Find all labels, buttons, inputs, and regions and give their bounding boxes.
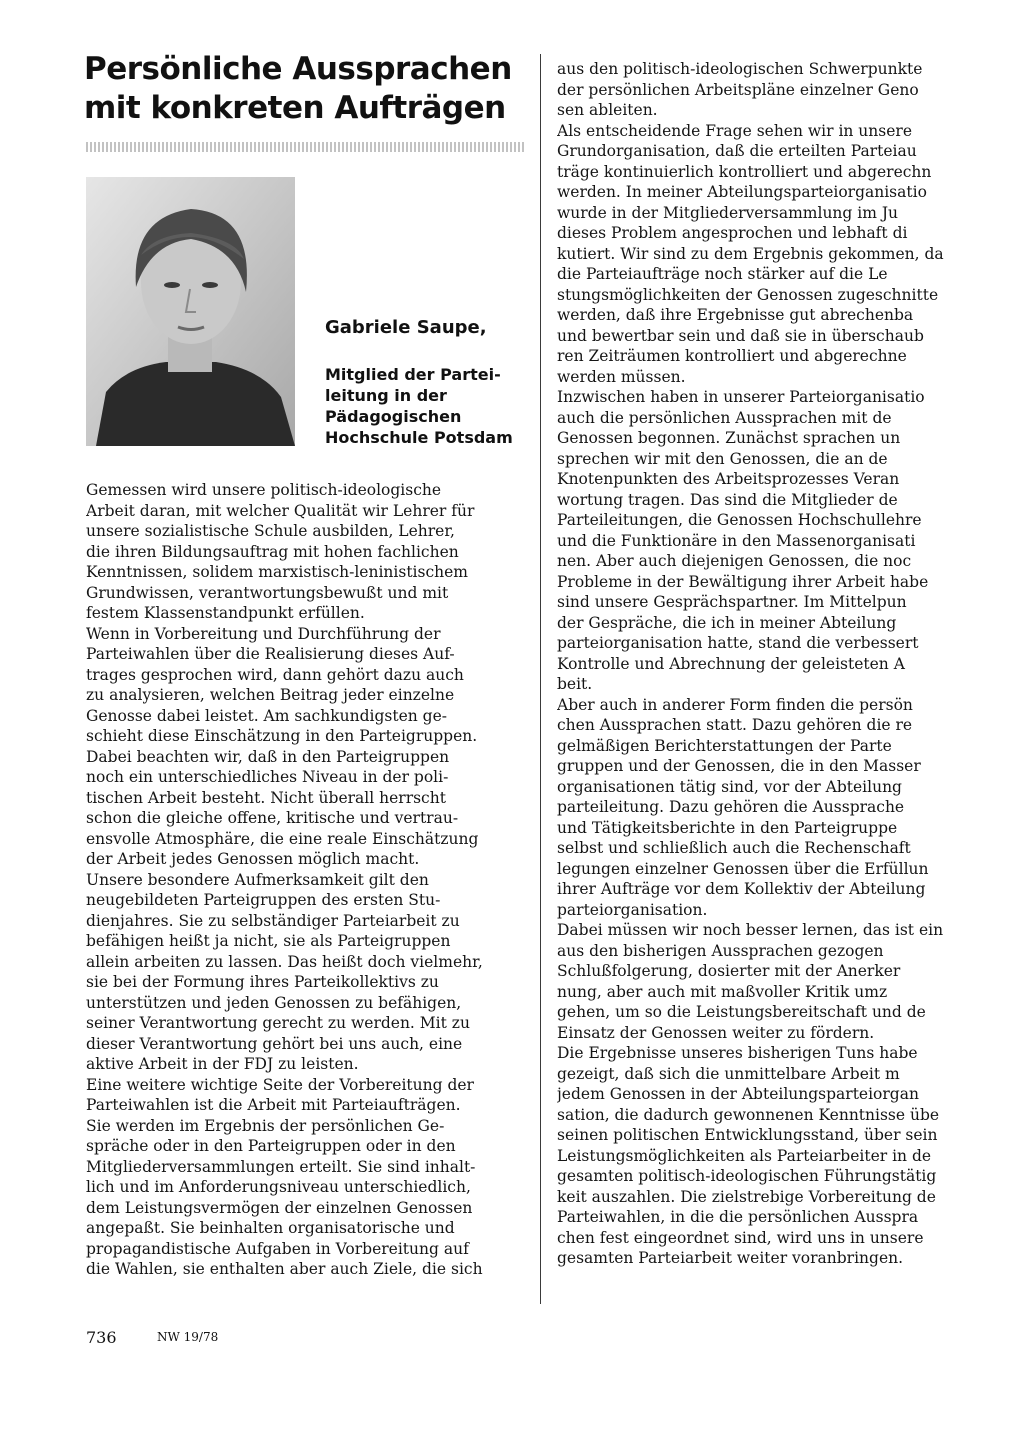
text-line: spräche oder in den Parteigruppen oder in den: [86, 1137, 456, 1155]
text-line: unterstützen und jeden Genossen zu befähigen,: [86, 993, 462, 1012]
page-number: 736: [86, 1328, 117, 1347]
text-line: seinen politischen Entwicklungsstand, über sein: [557, 1126, 938, 1144]
text-line: Grundwissen, verantwortungsbewußt und mit: [86, 583, 449, 602]
text-line: gelmäßigen Berichterstattungen der Parte: [557, 736, 892, 755]
text-line: sind unsere Gesprächspartner. Im Mittelpun: [557, 593, 907, 611]
role-line: Mitglied der Partei-: [325, 365, 501, 384]
text-line: Parteileitungen, die Genossen Hochschullehre: [557, 511, 922, 529]
text-line: Parteiwahlen über die Realisierung dieses Auf-: [86, 645, 455, 663]
text-line: parteiorganisation hatte, stand die verbessert: [557, 634, 919, 652]
text-line: allein arbeiten zu lassen. Das heißt doch vielmehr,: [86, 952, 483, 971]
text-line: Aber auch in anderer Form finden die persön: [557, 695, 913, 714]
text-line: gesamten Parteiarbeit weiter voranbringen.: [557, 1249, 904, 1267]
text-line: sation, die dadurch gewonnenen Kenntnisse übe: [557, 1105, 940, 1124]
text-line: träge kontinuierlich kontrolliert und abgerechn: [557, 162, 932, 181]
text-line: Wenn in Vorbereitung und Durchführung der: [86, 624, 441, 643]
text-line: Schlußfolgerung, dosierter mit der Anerker: [557, 962, 901, 980]
text-line: tischen Arbeit besteht. Nicht überall herrscht: [86, 788, 446, 807]
text-line: sie bei der Formung ihres Parteikollektivs zu: [86, 973, 439, 991]
text-line: Einsatz der Genossen weiter zu fördern.: [557, 1023, 875, 1042]
text-line: jedem Genossen in der Abteilungsparteiorgan: [557, 1085, 919, 1103]
text-line: Leistungsmöglichkeiten als Parteiarbeiter in de: [557, 1146, 932, 1165]
text-line: ensvolle Atmosphäre, die eine reale Einschätzung: [86, 829, 479, 848]
text-line: Sie werden im Ergebnis der persönlichen Ge-: [86, 1116, 445, 1135]
text-line: angepaßt. Sie beinhalten organisatorische und: [86, 1219, 455, 1237]
text-line: gehen, um so die Leistungsbereitschaft und de: [557, 1003, 926, 1021]
text-line: Unsere besondere Aufmerksamkeit gilt den: [86, 870, 429, 889]
text-line: seiner Verantwortung gerecht zu werden. Mit zu: [86, 1014, 470, 1032]
text-line: unsere sozialistische Schule ausbilden, Lehrer,: [86, 522, 455, 540]
text-line: Arbeit daran, mit welcher Qualität wir Lehrer für: [86, 501, 475, 520]
text-line: parteiorganisation.: [557, 900, 708, 919]
text-line: werden müssen.: [557, 367, 686, 386]
text-line: Genossen begonnen. Zunächst sprachen un: [557, 429, 901, 447]
text-line: Parteiwahlen ist die Arbeit mit Parteiaufträgen.: [86, 1096, 461, 1114]
text-line: Inzwischen haben in unserer Parteiorganisatio: [557, 388, 925, 406]
portrait-photo: [86, 177, 295, 446]
text-line: trages gesprochen wird, dann gehört dazu auch: [86, 665, 464, 684]
role-line: Pädagogischen: [325, 407, 462, 426]
text-line: selbst und schließlich auch die Rechenschaft: [557, 839, 911, 857]
text-line: propagandistische Aufgaben in Vorbereitung auf: [86, 1239, 469, 1258]
text-line: organisationen tätig sind, vor der Abteilung: [557, 777, 902, 796]
text-line: die Wahlen, sie enthalten aber auch Ziele, die sich: [86, 1260, 483, 1278]
text-line: wortung tragen. Das sind die Mitglieder de: [557, 490, 898, 509]
text-line: kutiert. Wir sind zu dem Ergebnis gekommen, da: [557, 244, 944, 263]
text-line: lich und im Anforderungsniveau unterschiedlich,: [86, 1178, 471, 1196]
text-line: der Gespräche, die ich in meiner Abteilung: [557, 613, 897, 632]
text-line: dieses Problem angesprochen und lebhaft di: [557, 224, 908, 242]
text-line: und bewertbar sein und daß sie in überschaub: [557, 326, 924, 345]
issue-label: NW 19/78: [157, 1330, 219, 1344]
text-line: und Tätigkeitsberichte in den Parteigruppe: [557, 818, 898, 837]
text-line: auch die persönlichen Aussprachen mit de: [557, 408, 892, 427]
text-line: und die Funktionäre in den Massenorganisati: [557, 531, 916, 550]
author-role: [325, 364, 535, 448]
text-line: aus den bisherigen Aussprachen gezogen: [557, 941, 884, 960]
text-line: Genosse dabei leistet. Am sachkundigsten ge-: [86, 706, 447, 725]
text-line: beit.: [557, 675, 593, 693]
text-line: wurde in der Mitgliederversammlung im Ju: [557, 203, 899, 222]
text-line: gezeigt, daß sich die unmittelbare Arbeit m: [557, 1064, 900, 1083]
text-line: Die Ergebnisse unseres bisherigen Tuns habe: [557, 1044, 918, 1062]
text-line: schon die gleiche offene, kritische und vertrau-: [86, 809, 459, 827]
text-line: Eine weitere wichtige Seite der Vorbereitung der: [86, 1075, 474, 1094]
role-line: Hochschule Potsdam: [325, 428, 513, 447]
text-line: die Parteiaufträge noch stärker auf die Le: [557, 265, 888, 283]
text-line: Knotenpunkten des Arbeitsprozesses Veran: [557, 470, 900, 488]
text-line: Gemessen wird unsere politisch-ideologische: [86, 481, 442, 499]
text-line: befähigen heißt ja nicht, sie als Parteigruppen: [86, 932, 451, 950]
text-line: stungsmöglichkeiten der Genossen zugeschnitte: [557, 285, 939, 304]
title-line: Persönliche Aussprachen: [84, 51, 512, 87]
text-line: Mitgliederversammlungen erteilt. Sie sind inhalt-: [86, 1157, 476, 1176]
text-line: der persönlichen Arbeitspläne einzelner Geno: [557, 80, 919, 99]
role-line: leitung in der: [325, 386, 447, 405]
text-line: zu analysieren, welchen Beitrag jeder einzelne: [86, 686, 455, 704]
text-line: dem Leistungsvermögen der einzelnen Genossen: [86, 1198, 473, 1217]
text-line: festem Klassenstandpunkt erfüllen.: [86, 604, 365, 622]
text-line: Dabei müssen wir noch besser lernen, das ist ein: [557, 921, 944, 939]
text-line: neugebildeten Parteigruppen des ersten Stu-: [86, 891, 441, 909]
text-line: die ihren Bildungsauftrag mit hohen fachlichen: [86, 542, 459, 561]
text-line: Parteiwahlen, in die die persönlichen Ausspra: [557, 1208, 919, 1226]
text-line: Kenntnissen, solidem marxistisch-leninistischem: [86, 563, 468, 581]
text-line: der Arbeit jedes Genossen möglich macht.: [86, 850, 420, 868]
text-line: sen ableiten.: [557, 101, 658, 119]
text-line: Probleme in der Bewältigung ihrer Arbeit habe: [557, 572, 929, 591]
text-line: werden. In meiner Abteilungsparteiorganisatio: [557, 183, 927, 201]
text-line: parteileitung. Dazu gehören die Aussprache: [557, 798, 905, 816]
column-right: [557, 59, 984, 1269]
text-line: chen Aussprachen statt. Dazu gehören die re: [557, 716, 913, 734]
text-line: Als entscheidende Frage sehen wir in unsere: [557, 121, 912, 140]
text-line: gesamten politisch-ideologischen Führungstätig: [557, 1167, 937, 1185]
text-line: ren Zeiträumen kontrolliert und abgerechne: [557, 347, 907, 365]
author-name: Gabriele Saupe,: [325, 317, 487, 338]
text-line: werden, daß ihre Ergebnisse gut abrechenba: [557, 306, 914, 324]
text-line: gruppen und der Genossen, die in den Masser: [557, 757, 921, 775]
portrait-image: [86, 177, 295, 446]
text-line: aus den politisch-ideologischen Schwerpunkte: [557, 60, 923, 78]
text-line: dieser Verantwortung gehört bei uns auch, eine: [86, 1034, 463, 1053]
title-rule: [86, 142, 526, 152]
text-line: Grundorganisation, daß die erteilten Parteiau: [557, 142, 917, 160]
text-line: aktive Arbeit in der FDJ zu leisten.: [86, 1055, 359, 1073]
text-line: legungen einzelner Genossen über die Erfüllun: [557, 859, 929, 878]
text-line: dienjahres. Sie zu selbständiger Parteiarbeit zu: [86, 911, 460, 930]
text-line: Dabei beachten wir, daß in den Parteigruppen: [86, 747, 450, 766]
column-left: [86, 480, 522, 1280]
text-line: schieht diese Einschätzung in den Parteigruppen.: [86, 727, 478, 745]
column-divider: [540, 54, 541, 1304]
title-line: mit konkreten Aufträgen: [84, 90, 506, 126]
author-byline: [325, 316, 535, 448]
text-line: keit auszahlen. Die zielstrebige Vorbereitung de: [557, 1187, 936, 1206]
text-line: Kontrolle und Abrechnung der geleisteten A: [557, 654, 905, 673]
text-line: ihrer Aufträge vor dem Kollektiv der Abteilung: [557, 880, 926, 898]
text-line: sprechen wir mit den Genossen, die an de: [557, 449, 888, 468]
text-line: chen fest eingeordnet sind, wird uns in unsere: [557, 1228, 924, 1247]
text-line: noch ein unterschiedliches Niveau in der poli-: [86, 768, 449, 786]
text-line: nung, aber auch mit maßvoller Kritik umz: [557, 982, 888, 1001]
article-title: [84, 50, 534, 128]
text-line: nen. Aber auch diejenigen Genossen, die noc: [557, 552, 912, 570]
